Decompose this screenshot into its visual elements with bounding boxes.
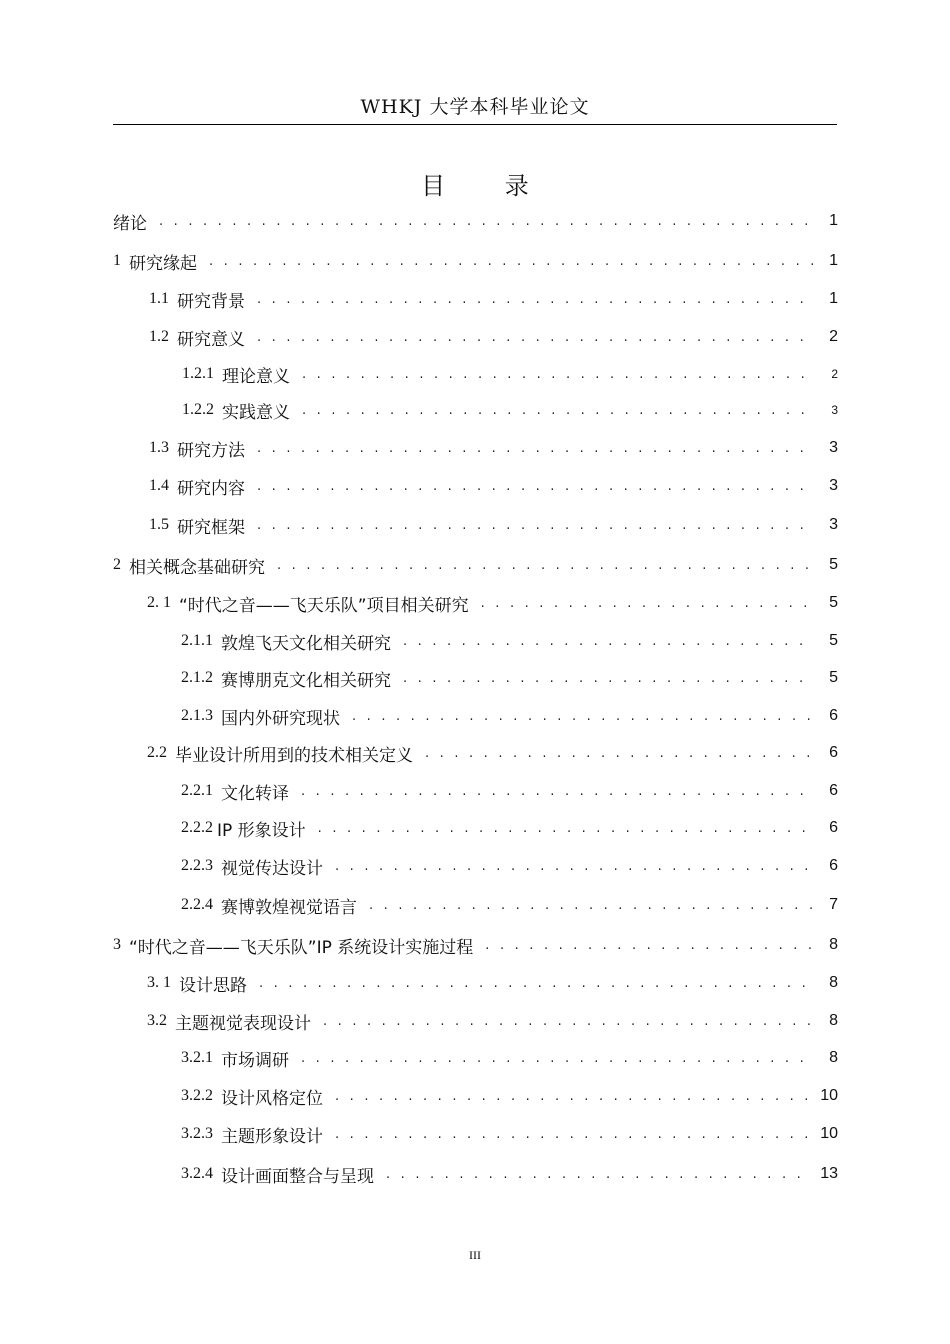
toc-entry-label: 绪论 bbox=[113, 213, 147, 234]
dot-leader bbox=[301, 1051, 814, 1066]
toc-entry-page: 5 bbox=[829, 556, 838, 573]
toc-entry[interactable] bbox=[181, 629, 838, 653]
toc-entry-number: 2.1.2 bbox=[181, 669, 221, 686]
dot-leader bbox=[302, 367, 814, 382]
toc-entry-number: 2.2.4 bbox=[181, 896, 221, 913]
toc-entry-label: “时代之音——飞天乐队”IP 系统设计实施过程 bbox=[129, 937, 474, 958]
toc-entry[interactable] bbox=[147, 591, 838, 615]
toc-entry[interactable] bbox=[113, 209, 838, 233]
toc-entry[interactable] bbox=[181, 816, 838, 840]
dot-leader bbox=[425, 746, 814, 761]
toc-entry-number: 1.2.2 bbox=[182, 401, 222, 418]
dot-leader bbox=[257, 441, 814, 456]
toc-entry-label: 理论意义 bbox=[222, 366, 290, 387]
toc-entry-page: 5 bbox=[829, 632, 838, 649]
toc-entry-number: 2 bbox=[113, 556, 129, 573]
dot-leader bbox=[257, 330, 814, 345]
dot-leader bbox=[335, 859, 814, 874]
toc-entry[interactable] bbox=[113, 933, 838, 957]
dot-leader bbox=[302, 403, 814, 418]
toc-entry-number: 3.2.4 bbox=[181, 1165, 221, 1182]
dot-leader bbox=[369, 898, 814, 913]
toc-entry-page: 6 bbox=[829, 819, 838, 836]
page-number: III bbox=[469, 1248, 481, 1262]
toc-entry-label: 毕业设计所用到的技术相关定义 bbox=[175, 745, 413, 766]
dot-leader bbox=[159, 214, 814, 229]
toc-entry[interactable] bbox=[147, 741, 838, 765]
toc-entry-label: 设计风格定位 bbox=[221, 1088, 323, 1109]
toc-entry-number: 3.2.1 bbox=[181, 1049, 221, 1066]
toc-entry-label: 研究缘起 bbox=[129, 253, 197, 274]
toc-entry-number: 2.2.3 bbox=[181, 857, 221, 874]
toc-entry-page: 6 bbox=[829, 857, 838, 874]
toc-entry-number: 1.2 bbox=[149, 328, 177, 345]
toc-entry[interactable] bbox=[149, 436, 838, 460]
dot-leader bbox=[209, 254, 814, 269]
toc-entry-label: IP 形象设计 bbox=[217, 820, 306, 841]
toc-entry[interactable] bbox=[113, 249, 838, 273]
toc-entry-page: 1 bbox=[829, 290, 838, 307]
toc-entry[interactable] bbox=[181, 666, 838, 690]
toc-entry-number: 1.5 bbox=[149, 516, 177, 533]
toc-entry[interactable] bbox=[181, 893, 838, 917]
toc-entry-label: 视觉传达设计 bbox=[221, 858, 323, 879]
toc-entry-number: 3.2.2 bbox=[181, 1087, 221, 1104]
running-header: WHKJ 大学本科毕业论文 bbox=[360, 96, 590, 118]
toc-entry[interactable] bbox=[149, 287, 838, 311]
toc-entry-page: 10 bbox=[820, 1125, 838, 1142]
dot-leader bbox=[335, 1127, 812, 1142]
toc-entry-label: 研究方法 bbox=[177, 440, 245, 461]
toc-entry-page: 6 bbox=[829, 707, 838, 724]
toc-entry-number: 3.2.3 bbox=[181, 1125, 221, 1142]
toc-entry[interactable] bbox=[181, 779, 838, 803]
toc-entry-page: 1 bbox=[829, 212, 838, 229]
toc-entry-page: 7 bbox=[829, 896, 838, 913]
toc-entry-label: 研究框架 bbox=[177, 517, 245, 538]
toc-entry[interactable] bbox=[149, 474, 838, 498]
toc-entry-page: 8 bbox=[829, 1012, 838, 1029]
toc-entry-number: 2.1.1 bbox=[181, 632, 221, 649]
dot-leader bbox=[257, 479, 814, 494]
dot-leader bbox=[259, 976, 814, 991]
toc-entry-label: 研究意义 bbox=[177, 329, 245, 350]
toc-entry-number: 3 bbox=[113, 936, 129, 953]
toc-entry-page: 5 bbox=[829, 669, 838, 686]
dot-leader bbox=[257, 292, 814, 307]
toc-entry-label: 研究背景 bbox=[177, 291, 245, 312]
toc-entry-label: “时代之音——飞天乐队”项目相关研究 bbox=[179, 595, 469, 616]
toc-entry-page: 8 bbox=[829, 936, 838, 953]
toc-entry-number: 1 bbox=[113, 252, 129, 269]
dot-leader bbox=[335, 1089, 812, 1104]
toc-entry-number: 2.2.1 bbox=[181, 782, 221, 799]
toc-entry-number: 3. 1 bbox=[147, 974, 179, 991]
toc-entry-label: 研究内容 bbox=[177, 478, 245, 499]
dot-leader bbox=[352, 709, 814, 724]
dot-leader bbox=[323, 1014, 814, 1029]
toc-entry-label: 赛博朋克文化相关研究 bbox=[221, 670, 391, 691]
toc-entry[interactable] bbox=[181, 1122, 838, 1146]
toc-entry-page: 3 bbox=[829, 439, 838, 456]
toc-entry-label: 主题形象设计 bbox=[221, 1126, 323, 1147]
toc-entry-number: 1.3 bbox=[149, 439, 177, 456]
toc-entry-number: 2.1.3 bbox=[181, 707, 221, 724]
toc-entry-page: 8 bbox=[829, 1049, 838, 1066]
toc-entry[interactable] bbox=[181, 854, 838, 878]
dot-leader bbox=[386, 1167, 812, 1182]
toc-entry-label: 敦煌飞天文化相关研究 bbox=[221, 633, 391, 654]
toc-entry-number: 1.1 bbox=[149, 290, 177, 307]
toc-entry-page: 6 bbox=[829, 782, 838, 799]
dot-leader bbox=[403, 634, 814, 649]
toc-entry-label: 赛博敦煌视觉语言 bbox=[221, 897, 357, 918]
toc-entry-page: 3 bbox=[829, 516, 838, 533]
toc-entry-page: 1 bbox=[829, 252, 838, 269]
toc-entry[interactable] bbox=[149, 513, 838, 537]
toc-entry-page: 10 bbox=[820, 1087, 838, 1104]
toc-entry-label: 市场调研 bbox=[221, 1050, 289, 1071]
toc-entry[interactable] bbox=[147, 1009, 838, 1033]
toc-entry-number: 1.2.1 bbox=[182, 365, 222, 382]
toc-entry[interactable] bbox=[182, 362, 838, 386]
toc-entry[interactable] bbox=[149, 325, 838, 349]
toc-entry-number: 3.2 bbox=[147, 1012, 175, 1029]
toc-entry-page: 2 bbox=[831, 367, 838, 381]
toc-title: 目 录 bbox=[421, 172, 555, 200]
toc-entry-label: 国内外研究现状 bbox=[221, 708, 340, 729]
toc-entry-page: 6 bbox=[829, 744, 838, 761]
toc-entry-label: 文化转译 bbox=[221, 783, 289, 804]
toc-entry-label: 实践意义 bbox=[222, 402, 290, 423]
toc-entry[interactable] bbox=[147, 971, 838, 995]
toc-entry-page: 3 bbox=[831, 403, 838, 417]
toc-entry-number: 2.2 bbox=[147, 744, 175, 761]
toc-entry-label: 相关概念基础研究 bbox=[129, 557, 265, 578]
toc-entry-page: 2 bbox=[829, 328, 838, 345]
toc-entry-page: 5 bbox=[829, 594, 838, 611]
dot-leader bbox=[403, 671, 814, 686]
toc-entry-number: 1.4 bbox=[149, 477, 177, 494]
toc-entry-page: 8 bbox=[829, 974, 838, 991]
toc-entry[interactable] bbox=[181, 1046, 838, 1070]
toc-entry[interactable] bbox=[113, 553, 838, 577]
toc-entry[interactable] bbox=[182, 398, 838, 422]
dot-leader bbox=[277, 558, 814, 573]
toc-entry[interactable] bbox=[181, 1162, 838, 1186]
toc-entry[interactable] bbox=[181, 1084, 838, 1108]
toc-entry[interactable] bbox=[181, 704, 838, 728]
dot-leader bbox=[318, 821, 814, 836]
toc-entry-label: 设计画面整合与呈现 bbox=[221, 1166, 374, 1187]
toc-entry-label: 设计思路 bbox=[179, 975, 247, 996]
toc-entry-number: 2. 1 bbox=[147, 594, 179, 611]
dot-leader bbox=[485, 938, 814, 953]
dot-leader bbox=[481, 596, 814, 611]
toc-entry-number: 2.2.2 bbox=[181, 819, 217, 836]
toc-entry-page: 3 bbox=[829, 477, 838, 494]
dot-leader bbox=[301, 784, 814, 799]
dot-leader bbox=[257, 518, 814, 533]
toc-entry-page: 13 bbox=[820, 1165, 838, 1182]
toc-entry-label: 主题视觉表现设计 bbox=[175, 1013, 311, 1034]
